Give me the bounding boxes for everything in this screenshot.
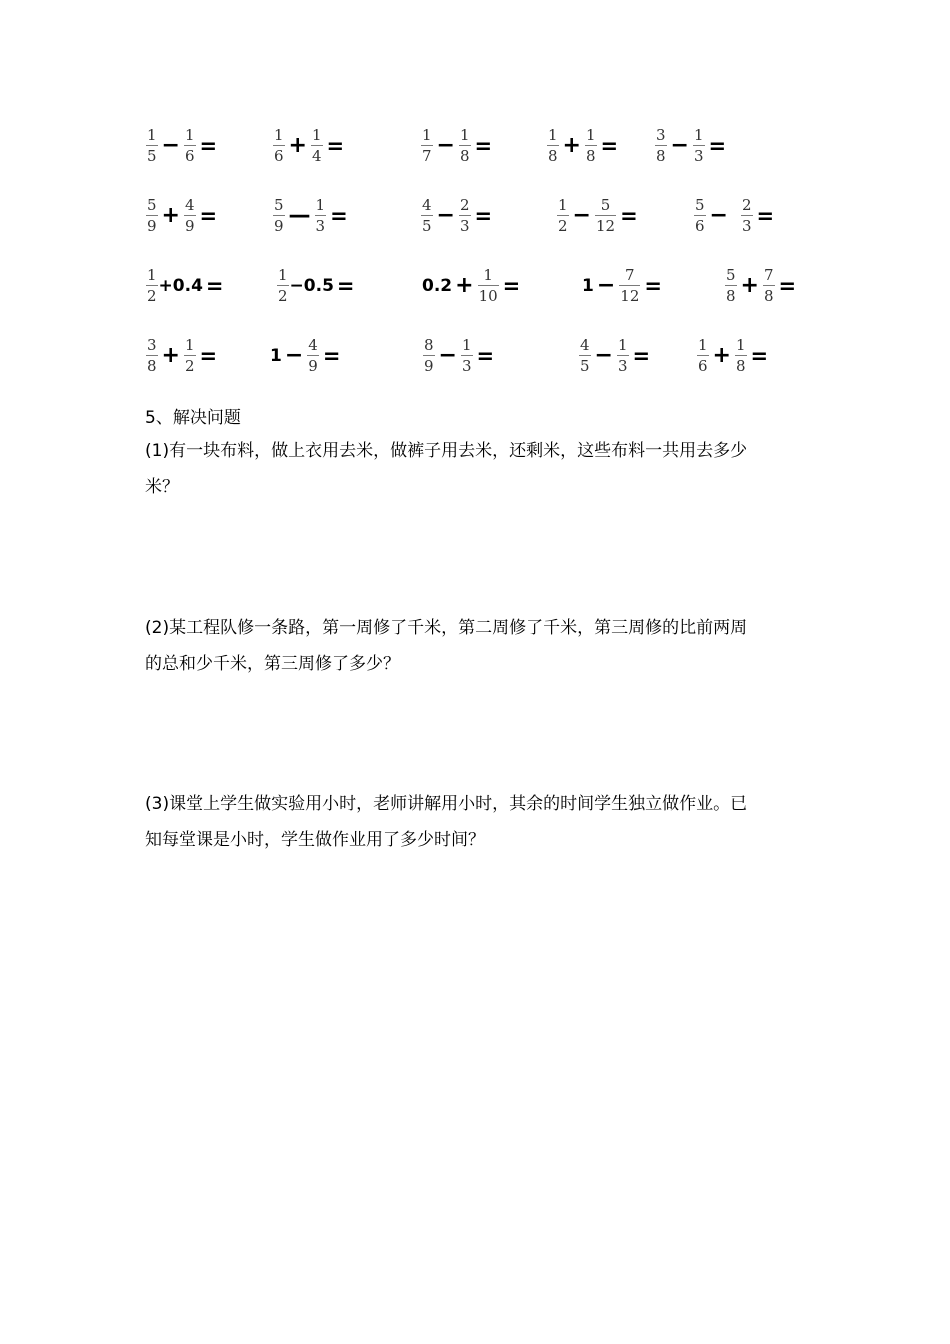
fraction-bar xyxy=(146,355,158,356)
decimal-term: −0.5 xyxy=(289,276,334,296)
equals-sign: = xyxy=(474,204,493,228)
fraction-bar xyxy=(459,215,471,216)
equals-sign: = xyxy=(336,274,355,298)
plus-sign: + xyxy=(161,203,180,228)
denominator: 8 xyxy=(459,147,470,165)
question-1-line-1: (1)有一块布料，做上衣用去米，做裤子用去米，还剩米，这些布料一共用去多少 xyxy=(145,441,748,461)
question-2 xyxy=(145,610,825,682)
fraction xyxy=(619,267,640,305)
fraction xyxy=(741,197,753,235)
numerator: 3 xyxy=(656,126,666,144)
equals-sign: = xyxy=(708,134,727,158)
denominator: 5 xyxy=(422,217,432,235)
numerator: 4 xyxy=(580,336,590,354)
denominator: 5 xyxy=(147,147,157,165)
denominator: 3 xyxy=(617,357,628,375)
fraction-bar xyxy=(421,145,433,146)
fraction-bar xyxy=(277,285,289,286)
fraction xyxy=(478,267,499,305)
fraction xyxy=(693,127,705,165)
fraction xyxy=(184,337,196,375)
expression-r4-e xyxy=(696,334,768,378)
numerator: 1 xyxy=(147,266,157,284)
denominator: 9 xyxy=(274,217,284,235)
fraction-bar xyxy=(459,145,471,146)
equals-sign: = xyxy=(750,344,769,368)
fraction xyxy=(277,267,289,305)
numerator: 1 xyxy=(698,336,708,354)
numerator: 5 xyxy=(147,196,157,214)
fraction xyxy=(595,197,616,235)
question-3 xyxy=(145,786,825,858)
expression-r4-b xyxy=(270,334,340,378)
denominator: 8 xyxy=(548,147,558,165)
numerator: 5 xyxy=(695,196,705,214)
integer-term: 1 xyxy=(582,276,594,296)
question-1 xyxy=(145,433,825,505)
minus-sign: − xyxy=(161,133,180,158)
minus-sign: − xyxy=(284,343,304,368)
fraction-bar xyxy=(763,285,775,286)
denominator: 6 xyxy=(698,357,708,375)
fraction-bar xyxy=(184,355,196,356)
fraction xyxy=(146,267,158,305)
minus-sign: − xyxy=(436,133,455,158)
fraction xyxy=(579,337,591,375)
denominator: 2 xyxy=(184,357,195,375)
expression-r2-e xyxy=(693,194,774,238)
fraction xyxy=(273,197,285,235)
fraction xyxy=(184,127,196,165)
fraction-bar xyxy=(655,145,667,146)
fraction-bar xyxy=(273,215,285,216)
numerator: 4 xyxy=(184,196,195,214)
fraction-bar xyxy=(741,215,753,216)
fraction-bar xyxy=(547,145,559,146)
fraction xyxy=(735,337,747,375)
expression-r2-d xyxy=(556,194,638,238)
expression-r1-b xyxy=(272,124,344,168)
fraction-bar xyxy=(585,145,597,146)
denominator: 8 xyxy=(147,357,157,375)
numerator: 2 xyxy=(741,196,752,214)
fraction-bar xyxy=(693,145,705,146)
denominator: 9 xyxy=(147,217,157,235)
fraction xyxy=(459,197,471,235)
denominator: 3 xyxy=(693,147,704,165)
fraction xyxy=(146,337,158,375)
fraction xyxy=(617,337,629,375)
fraction-bar xyxy=(725,285,737,286)
section-title: 5、解决问题 xyxy=(145,408,241,428)
equals-sign: = xyxy=(632,344,651,368)
fraction xyxy=(697,337,709,375)
numerator: 5 xyxy=(726,266,736,284)
equals-sign: = xyxy=(326,134,345,158)
fraction xyxy=(459,127,471,165)
fraction-bar xyxy=(273,145,285,146)
fraction-bar xyxy=(617,355,629,356)
fraction xyxy=(421,127,433,165)
numerator: 5 xyxy=(274,196,284,214)
question-3-line-2: 知每堂课是小时，学生做作业用了多少时间？ xyxy=(145,830,485,850)
minus-sign: − xyxy=(572,203,591,228)
expression-r3-d xyxy=(582,264,662,308)
numerator: 7 xyxy=(625,266,635,284)
fraction xyxy=(547,127,559,165)
equals-sign: = xyxy=(502,274,521,298)
denominator: 6 xyxy=(695,217,705,235)
equals-sign: = xyxy=(199,204,218,228)
denominator: 3 xyxy=(461,357,472,375)
decimal-term: 0.2 xyxy=(422,276,453,296)
fraction-bar xyxy=(478,285,499,286)
denominator: 4 xyxy=(311,147,322,165)
minus-sign: − xyxy=(670,133,689,158)
numerator: 1 xyxy=(278,266,288,284)
numerator: 7 xyxy=(763,266,774,284)
fraction-bar xyxy=(311,145,323,146)
denominator: 8 xyxy=(763,287,774,305)
denominator: 3 xyxy=(459,217,470,235)
expression-r2-a xyxy=(145,194,217,238)
expression-r1-e xyxy=(654,124,726,168)
numerator: 1 xyxy=(585,126,596,144)
fraction-bar xyxy=(619,285,640,286)
denominator: 8 xyxy=(735,357,746,375)
numerator: 5 xyxy=(600,196,611,214)
numerator: 1 xyxy=(558,196,568,214)
equals-sign: = xyxy=(620,204,638,228)
numerator: 1 xyxy=(461,336,472,354)
numerator: 1 xyxy=(548,126,558,144)
denominator: 8 xyxy=(585,147,596,165)
question-3-line-1: (3)课堂上学生做实验用小时，老师讲解用小时，其余的时间学生独立做作业。已 xyxy=(145,794,748,814)
numerator: 4 xyxy=(308,336,318,354)
expression-r2-b xyxy=(272,194,348,238)
fraction xyxy=(557,197,569,235)
denominator: 8 xyxy=(656,147,666,165)
numerator: 3 xyxy=(147,336,157,354)
equals-sign: = xyxy=(756,204,775,228)
denominator: 5 xyxy=(580,357,590,375)
denominator: 9 xyxy=(424,357,434,375)
denominator: 10 xyxy=(478,287,498,305)
equals-sign: = xyxy=(476,344,495,368)
fraction-bar xyxy=(694,215,706,216)
numerator: 1 xyxy=(184,126,195,144)
fraction-bar xyxy=(461,355,473,356)
numerator: 1 xyxy=(422,126,432,144)
numerator: 4 xyxy=(422,196,432,214)
equals-sign: = xyxy=(778,274,797,298)
fraction xyxy=(461,337,473,375)
fraction-bar xyxy=(423,355,435,356)
equals-sign: = xyxy=(199,344,218,368)
numerator: 2 xyxy=(459,196,470,214)
numerator: 1 xyxy=(311,126,322,144)
denominator: 6 xyxy=(184,147,195,165)
fraction-bar xyxy=(307,355,319,356)
equals-sign: = xyxy=(322,344,341,368)
fraction-bar xyxy=(579,355,591,356)
denominator: 6 xyxy=(274,147,284,165)
expression-r3-c xyxy=(422,264,520,308)
denominator: 12 xyxy=(595,217,616,235)
question-2-line-1: (2)某工程队修一条路，第一周修了千米，第二周修了千米，第三周修的比前两周 xyxy=(145,618,748,638)
fraction xyxy=(585,127,597,165)
fraction xyxy=(315,197,327,235)
denominator: 2 xyxy=(278,287,288,305)
fraction xyxy=(694,197,706,235)
expression-r4-c xyxy=(422,334,494,378)
question-2-line-2: 的总和少千米，第三周修了多少？ xyxy=(145,654,400,674)
expression-r1-d xyxy=(546,124,618,168)
denominator: 7 xyxy=(422,147,432,165)
expression-r2-c xyxy=(420,194,492,238)
minus-sign: − xyxy=(594,343,613,368)
numerator: 1 xyxy=(735,336,746,354)
integer-term: 1 xyxy=(270,346,282,366)
denominator: 12 xyxy=(620,287,640,305)
minus-sign: − xyxy=(436,203,455,228)
fraction xyxy=(763,267,775,305)
fraction-bar xyxy=(557,215,569,216)
numerator: 1 xyxy=(147,126,157,144)
expression-r3-e xyxy=(724,264,796,308)
numerator: 1 xyxy=(184,336,195,354)
numerator: 1 xyxy=(483,266,493,284)
fraction-bar xyxy=(315,215,327,216)
fraction xyxy=(655,127,667,165)
expression-r1-c xyxy=(420,124,492,168)
expression-r1-a xyxy=(145,124,217,168)
fraction xyxy=(423,337,435,375)
fraction-bar xyxy=(146,285,158,286)
denominator: 2 xyxy=(558,217,568,235)
fraction xyxy=(307,337,319,375)
denominator: 3 xyxy=(741,217,752,235)
expression-r3-a xyxy=(145,264,224,308)
numerator: 1 xyxy=(617,336,628,354)
decimal-term: +0.4 xyxy=(158,276,203,296)
equals-sign: = xyxy=(199,134,218,158)
numerator: 1 xyxy=(315,196,326,214)
fraction xyxy=(184,197,196,235)
fraction-bar xyxy=(697,355,709,356)
plus-sign: + xyxy=(455,273,474,298)
fraction-bar xyxy=(184,215,196,216)
plus-sign: + xyxy=(740,273,759,298)
fraction xyxy=(421,197,433,235)
fraction xyxy=(146,127,158,165)
expression-r3-b xyxy=(276,264,355,308)
fraction-bar xyxy=(421,215,433,216)
minus-sign: − xyxy=(709,203,728,228)
plus-sign: + xyxy=(288,133,307,158)
numerator: 1 xyxy=(274,126,284,144)
fraction xyxy=(311,127,323,165)
numerator: 1 xyxy=(693,126,704,144)
denominator: 9 xyxy=(184,217,195,235)
equals-sign: = xyxy=(474,134,493,158)
plus-sign: + xyxy=(562,133,581,158)
denominator: 9 xyxy=(308,357,318,375)
minus-sign: − xyxy=(438,343,457,368)
question-1-line-2: 米？ xyxy=(145,477,179,497)
minus-sign: − xyxy=(596,273,616,298)
fraction-bar xyxy=(595,215,616,216)
fraction xyxy=(725,267,737,305)
expression-r4-a xyxy=(145,334,217,378)
fraction xyxy=(273,127,285,165)
plus-sign: + xyxy=(712,343,731,368)
fraction-bar xyxy=(146,145,158,146)
expression-r4-d xyxy=(578,334,650,378)
dash-sign: — xyxy=(288,203,311,228)
plus-sign: + xyxy=(161,343,180,368)
denominator: 8 xyxy=(726,287,736,305)
equals-sign: = xyxy=(330,204,348,228)
fraction-bar xyxy=(146,215,158,216)
numerator: 8 xyxy=(424,336,434,354)
equals-sign: = xyxy=(644,274,662,298)
equals-sign: = xyxy=(205,274,224,298)
equals-sign: = xyxy=(600,134,619,158)
fraction-bar xyxy=(184,145,196,146)
denominator: 3 xyxy=(315,217,326,235)
fraction-bar xyxy=(735,355,747,356)
numerator: 1 xyxy=(459,126,470,144)
fraction xyxy=(146,197,158,235)
denominator: 2 xyxy=(147,287,157,305)
